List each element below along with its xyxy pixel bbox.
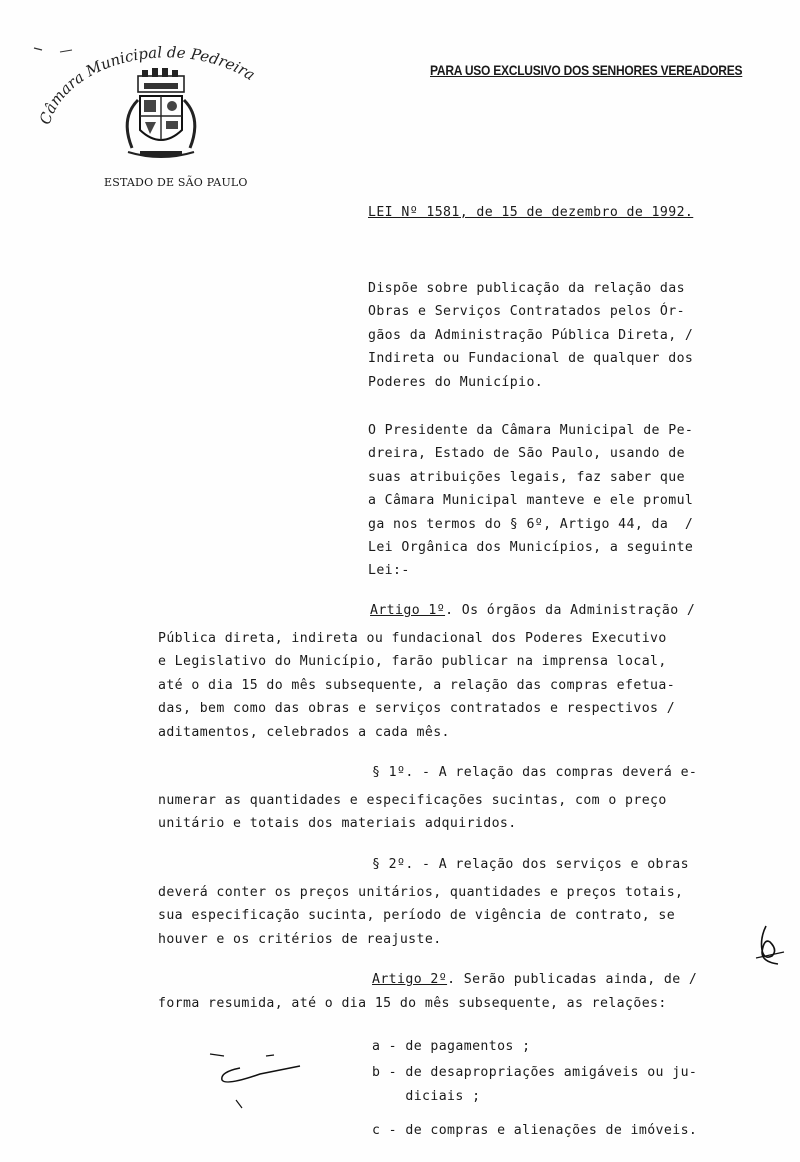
article-1-heading: Artigo 1º: [370, 603, 446, 618]
article-2-line: forma resumida, até o dia 15 do mês subsequente, as relações:: [158, 996, 667, 1011]
preamble-line: suas atribuições legais, faz saber que: [368, 469, 685, 485]
list-item: a - de pagamentos ;: [372, 1039, 531, 1054]
municipal-seal: [28, 38, 298, 178]
paragraph-2-first-line: § 2º. - A relação dos serviços e obras: [372, 857, 689, 872]
article-1-line: das, bem como das obras e serviços contratados e respectivos /: [158, 701, 676, 717]
article-1-first-line: [370, 603, 695, 618]
paragraph-1-line: numerar as quantidades e especificações sucintas, com o preço: [158, 793, 667, 808]
article-2-first-line: [372, 972, 697, 987]
article-1-text: . Os órgãos da Administração /: [445, 603, 696, 618]
coat-of-arms-icon: [28, 38, 298, 178]
paragraph-1-body: [158, 789, 667, 836]
paragraph-2-line: sua especificação sucinta, período de vigência de contrato, se: [158, 908, 676, 924]
article-2-text: . Serão publicadas ainda, de /: [447, 972, 698, 987]
summary-line: Indireta ou Fundacional de qualquer dos: [368, 351, 694, 367]
list-item: c - de compras e alienações de imóveis.: [372, 1123, 698, 1138]
paragraph-2-body: [158, 881, 683, 951]
item-list: [372, 1034, 697, 1144]
article-1-line: Pública direta, indireta ou fundacional dos Poderes Executivo: [158, 631, 667, 646]
summary-line: Poderes do Município.: [368, 374, 544, 390]
summary-line: Dispõe sobre publicação da relação das: [368, 281, 685, 296]
paragraph-2-line: houver e os critérios de reajuste.: [158, 931, 442, 947]
handwritten-initial-icon: [752, 922, 786, 974]
list-item: b - de desapropriações amigáveis ou ju-: [372, 1065, 698, 1080]
paragraph-1-first-line: § 1º. - A relação das compras deverá e-: [372, 765, 698, 780]
paragraph-2-line: deverá conter os preços unitários, quantidades e preços totais,: [158, 885, 684, 900]
summary-block: [368, 277, 693, 394]
article-1-body: [158, 627, 675, 744]
article-1-line: e Legislativo do Município, farão publicar na imprensa local,: [158, 654, 667, 670]
article-2-heading: Artigo 2º: [372, 972, 448, 987]
preamble-line: Lei:-: [368, 563, 410, 579]
state-label: ESTADO DE SÃO PAULO: [104, 176, 248, 189]
article-1-line: aditamentos, celebrados a cada mês.: [158, 724, 450, 740]
restricted-use-banner: PARA USO EXCLUSIVO DOS SENHORES VEREADORES: [430, 62, 743, 78]
summary-line: gãos da Administração Pública Direta, /: [368, 327, 694, 343]
preamble-block: [368, 419, 693, 583]
preamble-line: Lei Orgânica dos Municípios, a seguinte: [368, 540, 694, 556]
list-item: diciais ;: [372, 1089, 481, 1104]
law-title: LEI Nº 1581, de 15 de dezembro de 1992.: [368, 205, 694, 220]
signature-icon: [200, 1050, 310, 1124]
preamble-line: ga nos termos do § 6º, Artigo 44, da /: [368, 516, 694, 532]
preamble-line: a Câmara Municipal manteve e ele promul: [368, 493, 694, 509]
seal-lettering: Câmara Municipal de Pedreira: [35, 43, 259, 127]
preamble-line: dreira, Estado de São Paulo, usando de: [368, 446, 685, 462]
article-1-line: até o dia 15 do mês subsequente, a relação das compras efetua-: [158, 677, 676, 693]
paragraph-1-line: unitário e totais dos materiais adquiridos.: [158, 816, 517, 832]
summary-line: Obras e Serviços Contratados pelos Ór-: [368, 304, 685, 320]
preamble-line: O Presidente da Câmara Municipal de Pe-: [368, 423, 694, 438]
